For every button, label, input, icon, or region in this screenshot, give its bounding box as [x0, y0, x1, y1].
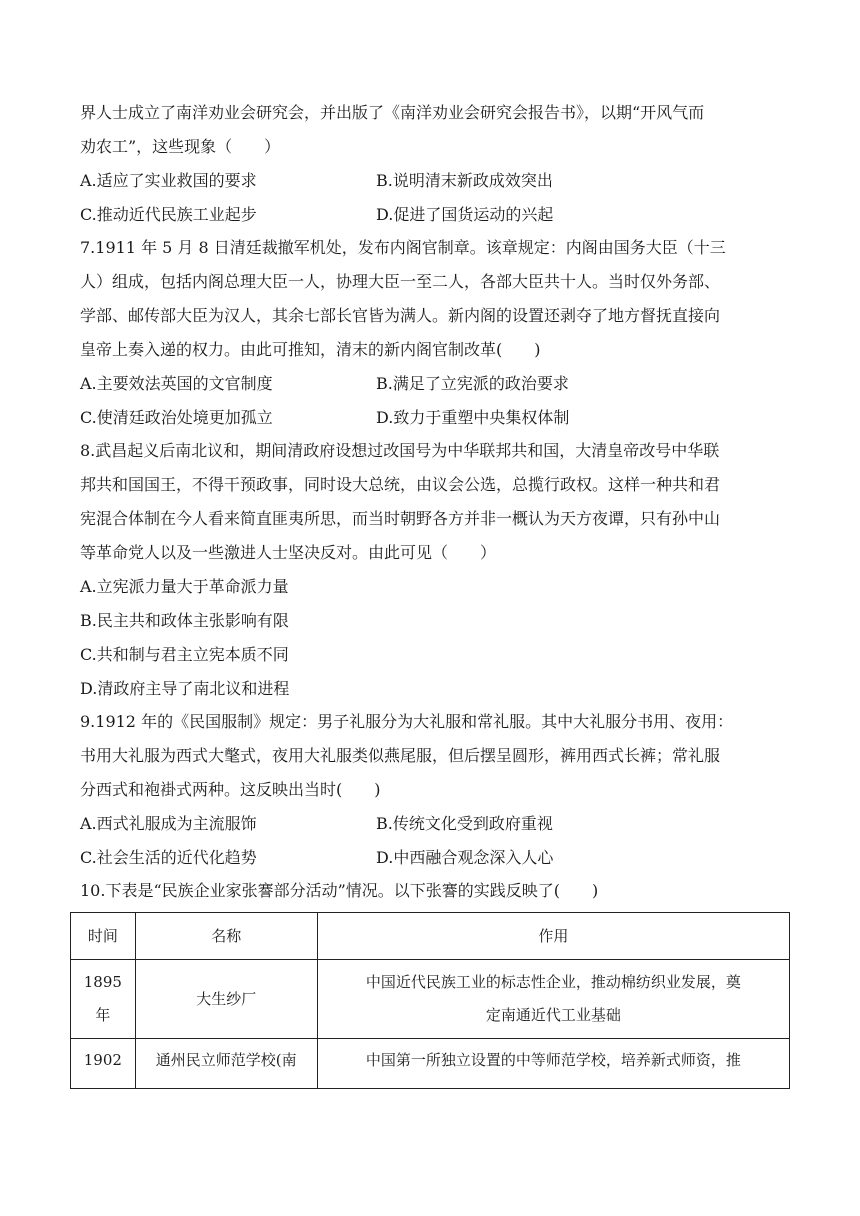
header-time: 时间 [71, 913, 136, 960]
q10-stem: 10.下表是“民族企业家张謇部分活动”情况。以下张謇的实践反映了( ) [80, 881, 599, 900]
header-name: 名称 [135, 913, 317, 960]
q8-option-c: C.共和制与君主立宪本质不同 [80, 645, 289, 664]
row1-effect [317, 960, 789, 1039]
q6-option-d: D.促进了国货运动的兴起 [376, 205, 554, 224]
q9-option-a: A.西式礼服成为主流服饰 [80, 814, 257, 833]
q7-stem-line-3: 学部、邮传部大臣为汉人，其余七部长官皆为满人。新内阁的设置还剥夺了地方督抚直接向 [80, 306, 721, 325]
row1-effect-line-1: 中国近代民族工业的标志性企业，推动棉纺织业发展，奠 [365, 973, 741, 991]
q8-stem-line-3: 宪混合体制在今人看来简直匪夷所思，而当时朝野各方并非一概认为天方夜谭，只有孙中山 [80, 509, 721, 528]
q8-stem-line-4: 等革命党人以及一些激进人士坚决反对。由此可见（ ） [80, 543, 497, 562]
table-header-row [71, 913, 790, 960]
q7-option-b: B.满足了立宪派的政治要求 [376, 374, 569, 393]
q8-option-a: A.立宪派力量大于革命派力量 [80, 577, 289, 596]
q6-option-c: C.推动近代民族工业起步 [80, 205, 257, 224]
q7-stem-line-1: 7.1911 年 5 月 8 日清廷裁撤军机处，发布内阁官制章。该章规定：内阁由国务大臣（十三 [80, 238, 726, 257]
q9-option-b: B.传统文化受到政府重视 [376, 814, 553, 833]
q9-option-c: C.社会生活的近代化趋势 [80, 848, 257, 867]
q7-option-c: C.使清廷政治处境更加孤立 [80, 408, 273, 427]
header-effect: 作用 [317, 913, 789, 960]
q6-option-b: B.说明清末新政成效突出 [376, 171, 553, 190]
zhangjian-activities-table [70, 912, 790, 1089]
row2-name [135, 1039, 317, 1089]
row1-name: 大生纱厂 [135, 960, 317, 1039]
row2-time [71, 1039, 136, 1089]
q6-stem-line-2: 劝农工”，这些现象（ ） [80, 137, 281, 156]
q7-stem-line-4: 皇帝上奏入递的权力。由此可推知，清末的新内阁官制改革( ) [80, 340, 541, 359]
q9-stem-line-3: 分西式和袍褂式两种。这反映出当时( ) [80, 780, 381, 799]
row1-time-line-1: 1895 [83, 973, 122, 991]
q8-option-d: D.清政府主导了南北议和进程 [80, 679, 290, 698]
q6-stem-line-1: 界人士成立了南洋劝业会研究会，并出版了《南洋劝业会研究会报告书》，以期“开风气而 [80, 103, 705, 122]
q7-stem-line-2: 人）组成，包括内阁总理大臣一人，协理大臣一至二人，各部大臣共十人。当时仅外务部、 [80, 272, 721, 291]
row2-effect-line-1: 中国第一所独立设置的中等师范学校，培养新式师资，推 [365, 1051, 741, 1069]
row1-time [71, 960, 136, 1039]
q9-stem-line-1: 9.1912 年的《民国服制》规定：男子礼服分为大礼服和常礼服。其中大礼服分书用、夜用： [80, 712, 734, 731]
q6-option-a: A.适应了实业救国的要求 [80, 171, 257, 190]
table-row [71, 1039, 790, 1089]
table-row [71, 960, 790, 1039]
q9-option-d: D.中西融合观念深入人心 [376, 848, 554, 867]
row1-effect-line-2: 定南通近代工业基础 [485, 1006, 621, 1024]
q8-option-b: B.民主共和政体主张影响有限 [80, 611, 289, 630]
q8-stem-line-2: 邦共和国国王，不得干预政事，同时设大总统，由议会公选，总揽行政权。这样一种共和君 [80, 475, 721, 494]
q7-option-d: D.致力于重塑中央集权体制 [376, 408, 570, 427]
row1-time-line-2: 年 [95, 1006, 111, 1024]
q9-stem-line-2: 书用大礼服为西式大氅式，夜用大礼服类似燕尾服，但后摆呈圆形，裤用西式长裤；常礼服 [80, 746, 721, 765]
q8-stem-line-1: 8.武昌起义后南北议和，期间清政府设想过改国号为中华联邦共和国，大清皇帝改号中华联 [80, 441, 720, 460]
q7-option-a: A.主要效法英国的文官制度 [80, 374, 273, 393]
row2-effect [317, 1039, 789, 1089]
row2-name-text: 通州民立师范学校(南 [155, 1051, 297, 1069]
row2-time-line-1: 1902 [83, 1051, 122, 1069]
